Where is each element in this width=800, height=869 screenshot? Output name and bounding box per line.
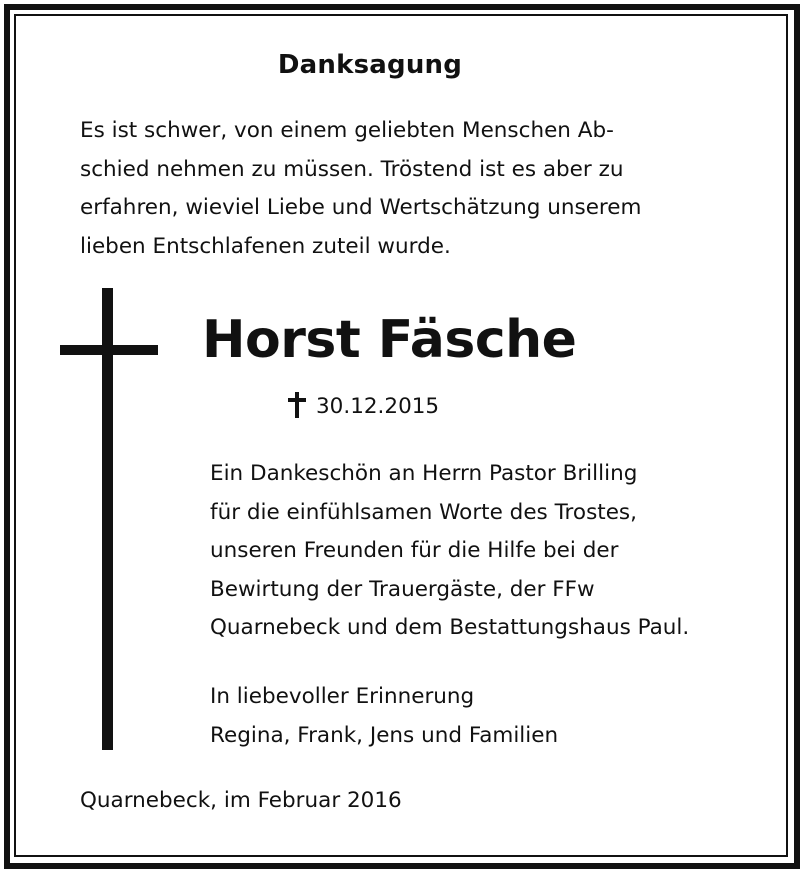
place-date: Quarnebeck, im Februar 2016 bbox=[80, 788, 402, 813]
death-cross-icon bbox=[288, 392, 306, 418]
signoff-names: Regina, Frank, Jens und Familien bbox=[210, 722, 559, 748]
latin-cross-icon bbox=[60, 288, 160, 750]
thanks-paragraph bbox=[210, 455, 770, 648]
thanks-line: Quarnebeck und dem Bestattungshaus Paul. bbox=[210, 615, 690, 640]
intro-line: erfahren, wieviel Liebe und Wertschätzung unserem bbox=[80, 195, 642, 220]
death-date: 30.12.2015 bbox=[316, 394, 440, 419]
thanks-line: Bewirtung der Trauergäste, der FFw bbox=[210, 576, 595, 602]
thanks-line: unseren Freunden für die Hilfe bei der bbox=[210, 538, 619, 563]
death-date-line bbox=[288, 392, 439, 419]
cross-vertical-bar bbox=[102, 288, 113, 750]
intro-paragraph bbox=[80, 112, 760, 266]
notice-heading: Danksagung bbox=[277, 50, 463, 80]
deceased-name: Horst Fäsche bbox=[202, 310, 577, 370]
thanks-line: für die einfühlsamen Worte des Trostes, bbox=[210, 499, 637, 525]
signoff bbox=[210, 678, 770, 755]
intro-line: schied nehmen zu müssen. Tröstend ist es aber zu bbox=[80, 156, 624, 182]
thanks-line: Ein Dankeschön an Herrn Pastor Brilling bbox=[210, 461, 638, 486]
intro-line: lieben Entschlafenen zuteil wurde. bbox=[80, 233, 451, 259]
cross-horizontal-bar bbox=[60, 345, 158, 355]
intro-line: Es ist schwer, von einem geliebten Menschen Ab- bbox=[80, 118, 614, 143]
signoff-line: In liebevoller Erinnerung bbox=[210, 684, 475, 709]
